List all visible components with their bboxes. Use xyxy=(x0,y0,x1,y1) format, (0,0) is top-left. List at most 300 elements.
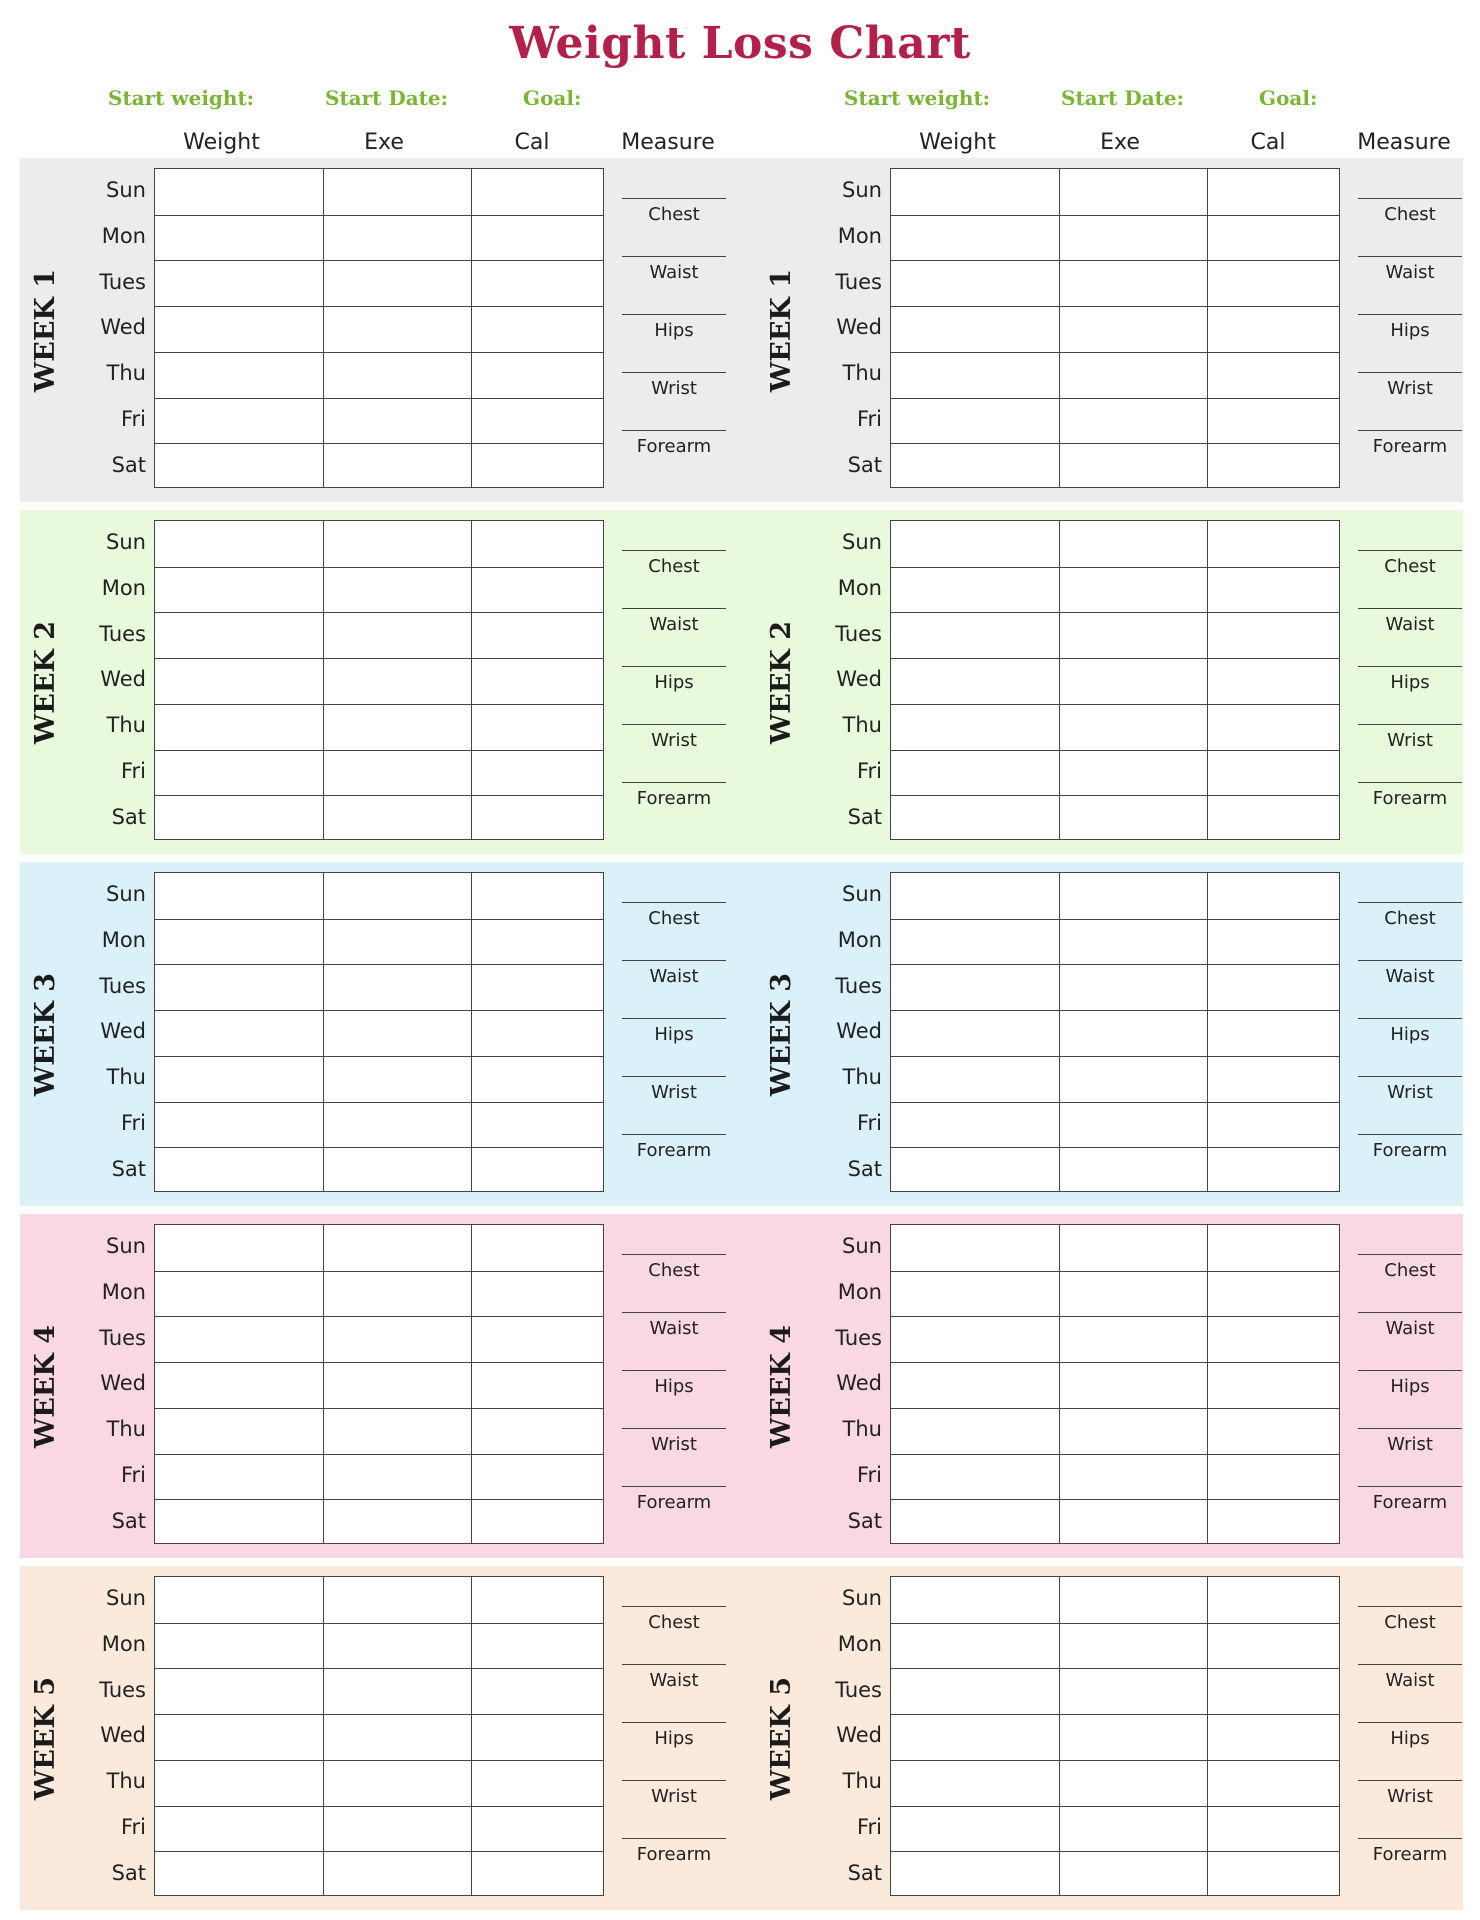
exe-cell[interactable] xyxy=(323,750,471,796)
exe-cell[interactable] xyxy=(1059,612,1207,658)
measurement-field[interactable]: Waist xyxy=(622,256,726,314)
cal-cell[interactable] xyxy=(471,1851,605,1897)
cal-cell[interactable] xyxy=(471,1408,605,1454)
exe-cell[interactable] xyxy=(323,352,471,398)
cal-cell[interactable] xyxy=(1207,1714,1341,1760)
weight-cell[interactable] xyxy=(155,306,323,352)
cal-cell[interactable] xyxy=(1207,1499,1341,1545)
measurement-field[interactable]: Forearm xyxy=(622,782,726,840)
day-label: Tues xyxy=(835,621,882,646)
measurement-field[interactable]: Waist xyxy=(1358,1312,1462,1370)
exe-cell[interactable] xyxy=(1059,1668,1207,1714)
exe-cell[interactable] xyxy=(323,1454,471,1500)
weight-cell[interactable] xyxy=(891,1668,1059,1714)
exe-cell[interactable] xyxy=(1059,1806,1207,1852)
measurement-field[interactable]: Waist xyxy=(622,1312,726,1370)
measurement-field[interactable]: Forearm xyxy=(622,1134,726,1192)
exe-cell[interactable] xyxy=(1059,1225,1207,1271)
exe-cell[interactable] xyxy=(1059,795,1207,841)
cal-cell[interactable] xyxy=(471,1668,605,1714)
day-label: Thu xyxy=(106,1769,146,1794)
weight-cell[interactable] xyxy=(891,443,1059,489)
measurement-field[interactable]: Forearm xyxy=(622,1838,726,1896)
cal-cell[interactable] xyxy=(471,873,605,919)
weight-cell[interactable] xyxy=(891,169,1059,215)
measurement-field[interactable]: Chest xyxy=(622,198,726,256)
weight-cell[interactable] xyxy=(891,1454,1059,1500)
weight-cell[interactable] xyxy=(155,1362,323,1408)
weight-cell[interactable] xyxy=(891,1362,1059,1408)
measurement-field[interactable]: Hips xyxy=(1358,1370,1462,1428)
exe-cell[interactable] xyxy=(323,1499,471,1545)
weight-cell[interactable] xyxy=(155,795,323,841)
cal-cell[interactable] xyxy=(471,750,605,796)
exe-cell[interactable] xyxy=(323,795,471,841)
weight-cell[interactable] xyxy=(891,873,1059,919)
cal-cell[interactable] xyxy=(471,1010,605,1056)
cal-cell[interactable] xyxy=(1207,260,1341,306)
exe-cell[interactable] xyxy=(323,964,471,1010)
exe-cell[interactable] xyxy=(1059,658,1207,704)
measurement-field[interactable]: Chest xyxy=(622,902,726,960)
cal-cell[interactable] xyxy=(471,1577,605,1623)
measurement-field[interactable]: Chest xyxy=(622,550,726,608)
exe-cell[interactable] xyxy=(1059,1714,1207,1760)
cal-cell[interactable] xyxy=(471,398,605,444)
cal-cell[interactable] xyxy=(1207,873,1341,919)
measurement-field[interactable]: Hips xyxy=(622,314,726,372)
cal-cell[interactable] xyxy=(471,1806,605,1852)
week-label xyxy=(24,1214,68,1558)
cal-cell[interactable] xyxy=(1207,1851,1341,1897)
exe-cell[interactable] xyxy=(1059,443,1207,489)
exe-cell[interactable] xyxy=(323,1760,471,1806)
weight-cell[interactable] xyxy=(891,567,1059,613)
cal-cell[interactable] xyxy=(471,658,605,704)
weight-cell[interactable] xyxy=(891,1623,1059,1669)
cal-cell[interactable] xyxy=(1207,521,1341,567)
cal-cell[interactable] xyxy=(1207,1271,1341,1317)
weight-cell[interactable] xyxy=(155,215,323,261)
weight-cell[interactable] xyxy=(891,1010,1059,1056)
cal-cell[interactable] xyxy=(471,1102,605,1148)
exe-cell[interactable] xyxy=(1059,964,1207,1010)
exe-cell[interactable] xyxy=(323,1056,471,1102)
exe-cell[interactable] xyxy=(323,521,471,567)
cal-cell[interactable] xyxy=(471,1056,605,1102)
exe-cell[interactable] xyxy=(323,1010,471,1056)
measurement-field[interactable]: Waist xyxy=(622,608,726,666)
exe-cell[interactable] xyxy=(323,443,471,489)
weight-cell[interactable] xyxy=(891,1147,1059,1193)
exe-cell[interactable] xyxy=(323,1806,471,1852)
weight-cell[interactable] xyxy=(891,750,1059,796)
measurement-field[interactable]: Waist xyxy=(1358,960,1462,1018)
cal-cell[interactable] xyxy=(1207,750,1341,796)
exe-cell[interactable] xyxy=(323,1147,471,1193)
exe-cell[interactable] xyxy=(1059,1010,1207,1056)
column-header-measure-left: Measure xyxy=(621,130,715,155)
measurement-field[interactable]: Wrist xyxy=(1358,1076,1462,1134)
week-label xyxy=(760,1566,804,1910)
measurement-field[interactable]: Wrist xyxy=(1358,1428,1462,1486)
exe-cell[interactable] xyxy=(1059,567,1207,613)
column-header-weight-right: Weight xyxy=(919,130,996,155)
cal-cell[interactable] xyxy=(471,1225,605,1271)
week-panel-left xyxy=(20,158,742,502)
exe-cell[interactable] xyxy=(1059,1147,1207,1193)
exe-cell[interactable] xyxy=(323,1623,471,1669)
weight-cell[interactable] xyxy=(155,398,323,444)
measurement-field[interactable]: Wrist xyxy=(1358,372,1462,430)
measurement-field[interactable]: Wrist xyxy=(622,1076,726,1134)
weight-cell[interactable] xyxy=(155,873,323,919)
measurement-field[interactable]: Hips xyxy=(1358,666,1462,724)
weight-cell[interactable] xyxy=(891,964,1059,1010)
measurement-field[interactable]: Wrist xyxy=(622,724,726,782)
exe-cell[interactable] xyxy=(1059,260,1207,306)
day-label: Sat xyxy=(847,452,882,477)
weight-cell[interactable] xyxy=(891,1225,1059,1271)
cal-cell[interactable] xyxy=(1207,352,1341,398)
measurement-field[interactable]: Wrist xyxy=(622,1428,726,1486)
weight-cell[interactable] xyxy=(155,1010,323,1056)
measurement-field[interactable]: Forearm xyxy=(1358,1486,1462,1544)
measurement-field[interactable]: Hips xyxy=(1358,314,1462,372)
weight-cell[interactable] xyxy=(155,1806,323,1852)
exe-cell[interactable] xyxy=(323,567,471,613)
exe-cell[interactable] xyxy=(323,658,471,704)
exe-cell[interactable] xyxy=(323,1668,471,1714)
cal-cell[interactable] xyxy=(1207,919,1341,965)
cal-cell[interactable] xyxy=(471,1362,605,1408)
exe-cell[interactable] xyxy=(323,1714,471,1760)
column-header-measure-right: Measure xyxy=(1357,130,1451,155)
exe-cell[interactable] xyxy=(1059,352,1207,398)
cal-cell[interactable] xyxy=(471,964,605,1010)
cal-cell[interactable] xyxy=(1207,1147,1341,1193)
day-labels xyxy=(68,1576,150,1897)
exe-cell[interactable] xyxy=(1059,1577,1207,1623)
cal-cell[interactable] xyxy=(1207,1362,1341,1408)
weight-cell[interactable] xyxy=(155,1668,323,1714)
cal-cell[interactable] xyxy=(471,443,605,489)
exe-cell[interactable] xyxy=(1059,398,1207,444)
cal-cell[interactable] xyxy=(1207,1316,1341,1362)
weight-cell[interactable] xyxy=(155,1147,323,1193)
weight-cell[interactable] xyxy=(891,795,1059,841)
cal-cell[interactable] xyxy=(1207,1225,1341,1271)
measurement-field[interactable]: Waist xyxy=(622,960,726,1018)
weight-cell[interactable] xyxy=(155,658,323,704)
cal-cell[interactable] xyxy=(1207,398,1341,444)
measurement-field[interactable]: Waist xyxy=(1358,608,1462,666)
cal-cell[interactable] xyxy=(1207,612,1341,658)
weight-cell[interactable] xyxy=(155,750,323,796)
weight-cell[interactable] xyxy=(891,658,1059,704)
weight-cell[interactable] xyxy=(891,306,1059,352)
week-panel-left xyxy=(20,1214,742,1558)
measurement-field[interactable]: Chest xyxy=(622,1254,726,1312)
measurement-field[interactable]: Hips xyxy=(622,666,726,724)
cal-cell[interactable] xyxy=(471,1714,605,1760)
log-table xyxy=(890,1224,1340,1544)
cal-cell[interactable] xyxy=(1207,1760,1341,1806)
cal-cell[interactable] xyxy=(471,612,605,658)
measurement-field[interactable]: Hips xyxy=(622,1018,726,1076)
exe-cell[interactable] xyxy=(323,398,471,444)
cal-cell[interactable] xyxy=(471,1316,605,1362)
cal-cell[interactable] xyxy=(1207,1102,1341,1148)
exe-cell[interactable] xyxy=(323,612,471,658)
measurement-field[interactable]: Wrist xyxy=(622,372,726,430)
day-label: Thu xyxy=(842,361,882,386)
cal-cell[interactable] xyxy=(1207,1577,1341,1623)
measurement-field[interactable]: Waist xyxy=(622,1664,726,1722)
measurement-field[interactable]: Wrist xyxy=(1358,724,1462,782)
exe-cell[interactable] xyxy=(1059,1454,1207,1500)
cal-cell[interactable] xyxy=(1207,306,1341,352)
exe-cell[interactable] xyxy=(1059,215,1207,261)
cal-cell[interactable] xyxy=(1207,1623,1341,1669)
exe-cell[interactable] xyxy=(1059,1102,1207,1148)
exe-cell[interactable] xyxy=(1059,306,1207,352)
week-label-text: WEEK 5 xyxy=(30,1676,62,1800)
weight-cell[interactable] xyxy=(891,1056,1059,1102)
cal-cell[interactable] xyxy=(471,260,605,306)
day-label: Mon xyxy=(837,223,882,248)
weight-cell[interactable] xyxy=(155,521,323,567)
weight-cell[interactable] xyxy=(891,1760,1059,1806)
cal-cell[interactable] xyxy=(1207,704,1341,750)
weight-cell[interactable] xyxy=(891,1499,1059,1545)
cal-cell[interactable] xyxy=(1207,658,1341,704)
week-panel-right xyxy=(756,510,1478,854)
exe-cell[interactable] xyxy=(1059,1851,1207,1897)
start-weight-label-left: Start weight: xyxy=(108,86,255,110)
measurement-field[interactable]: Chest xyxy=(622,1606,726,1664)
cal-cell[interactable] xyxy=(1207,1806,1341,1852)
exe-cell[interactable] xyxy=(1059,521,1207,567)
day-label: Mon xyxy=(837,1631,882,1656)
cal-cell[interactable] xyxy=(471,169,605,215)
exe-cell[interactable] xyxy=(323,1271,471,1317)
weight-cell[interactable] xyxy=(891,1102,1059,1148)
weight-cell[interactable] xyxy=(155,1102,323,1148)
day-label: Tues xyxy=(835,1325,882,1350)
measurement-field[interactable]: Forearm xyxy=(1358,782,1462,840)
cal-cell[interactable] xyxy=(471,704,605,750)
weight-cell[interactable] xyxy=(155,1623,323,1669)
measurement-field[interactable]: Wrist xyxy=(1358,1780,1462,1838)
measurement-field[interactable]: Chest xyxy=(1358,1606,1462,1664)
weight-cell[interactable] xyxy=(891,521,1059,567)
weight-cell[interactable] xyxy=(155,1851,323,1897)
exe-cell[interactable] xyxy=(1059,750,1207,796)
weight-cell[interactable] xyxy=(155,443,323,489)
weight-cell[interactable] xyxy=(155,1316,323,1362)
exe-cell[interactable] xyxy=(323,306,471,352)
weight-cell[interactable] xyxy=(891,1408,1059,1454)
weight-cell[interactable] xyxy=(155,1760,323,1806)
measurement-field[interactable]: Chest xyxy=(1358,902,1462,960)
weight-cell[interactable] xyxy=(891,919,1059,965)
measurement-field[interactable]: Wrist xyxy=(622,1780,726,1838)
cal-cell[interactable] xyxy=(1207,1010,1341,1056)
weight-cell[interactable] xyxy=(891,352,1059,398)
page-title: Weight Loss Chart xyxy=(509,18,971,69)
cal-cell[interactable] xyxy=(471,795,605,841)
exe-cell[interactable] xyxy=(323,1408,471,1454)
exe-cell[interactable] xyxy=(323,919,471,965)
exe-cell[interactable] xyxy=(323,1102,471,1148)
exe-cell[interactable] xyxy=(323,1577,471,1623)
exe-cell[interactable] xyxy=(323,215,471,261)
exe-cell[interactable] xyxy=(1059,873,1207,919)
day-label: Sat xyxy=(847,804,882,829)
cal-cell[interactable] xyxy=(471,919,605,965)
weight-cell[interactable] xyxy=(891,398,1059,444)
exe-cell[interactable] xyxy=(1059,1271,1207,1317)
day-labels xyxy=(68,520,150,841)
weight-cell[interactable] xyxy=(891,1714,1059,1760)
day-label: Sat xyxy=(111,1156,146,1181)
measurement-field[interactable]: Waist xyxy=(1358,1664,1462,1722)
weight-cell[interactable] xyxy=(155,169,323,215)
cal-cell[interactable] xyxy=(471,1147,605,1193)
measurement-field[interactable]: Chest xyxy=(1358,198,1462,256)
cal-cell[interactable] xyxy=(1207,1668,1341,1714)
weight-cell[interactable] xyxy=(155,1408,323,1454)
measurement-field[interactable]: Hips xyxy=(622,1370,726,1428)
weight-cell[interactable] xyxy=(155,964,323,1010)
cal-cell[interactable] xyxy=(1207,215,1341,261)
weight-cell[interactable] xyxy=(891,260,1059,306)
cal-cell[interactable] xyxy=(471,1499,605,1545)
exe-cell[interactable] xyxy=(1059,919,1207,965)
weight-cell[interactable] xyxy=(891,215,1059,261)
exe-cell[interactable] xyxy=(1059,1623,1207,1669)
weight-cell[interactable] xyxy=(155,1454,323,1500)
week-label-text: WEEK 3 xyxy=(766,972,798,1096)
weight-cell[interactable] xyxy=(891,1577,1059,1623)
exe-cell[interactable] xyxy=(1059,169,1207,215)
weight-cell[interactable] xyxy=(155,1499,323,1545)
exe-cell[interactable] xyxy=(1059,1499,1207,1545)
exe-cell[interactable] xyxy=(1059,704,1207,750)
measurement-field[interactable]: Forearm xyxy=(622,1486,726,1544)
exe-cell[interactable] xyxy=(1059,1316,1207,1362)
cal-cell[interactable] xyxy=(1207,964,1341,1010)
cal-cell[interactable] xyxy=(1207,567,1341,613)
weight-cell[interactable] xyxy=(891,1271,1059,1317)
measurement-field[interactable]: Waist xyxy=(1358,256,1462,314)
column-header-weight-left: Weight xyxy=(183,130,260,155)
day-label: Wed xyxy=(836,1371,882,1396)
exe-cell[interactable] xyxy=(1059,1408,1207,1454)
weight-cell[interactable] xyxy=(891,704,1059,750)
cal-cell[interactable] xyxy=(471,1760,605,1806)
measurement-field[interactable]: Hips xyxy=(1358,1722,1462,1780)
weight-cell[interactable] xyxy=(155,352,323,398)
exe-cell[interactable] xyxy=(323,704,471,750)
exe-cell[interactable] xyxy=(1059,1056,1207,1102)
exe-cell[interactable] xyxy=(323,1316,471,1362)
cal-cell[interactable] xyxy=(471,352,605,398)
measurement-field[interactable]: Forearm xyxy=(1358,430,1462,488)
exe-cell[interactable] xyxy=(1059,1362,1207,1408)
week-label-text: WEEK 3 xyxy=(30,972,62,1096)
cal-cell[interactable] xyxy=(1207,443,1341,489)
weight-cell[interactable] xyxy=(155,1225,323,1271)
weight-cell[interactable] xyxy=(891,1806,1059,1852)
weight-cell[interactable] xyxy=(891,612,1059,658)
exe-cell[interactable] xyxy=(323,260,471,306)
exe-cell[interactable] xyxy=(323,873,471,919)
exe-cell[interactable] xyxy=(323,169,471,215)
measurement-field[interactable]: Hips xyxy=(622,1722,726,1780)
exe-cell[interactable] xyxy=(323,1225,471,1271)
day-label: Sat xyxy=(111,452,146,477)
day-label: Wed xyxy=(836,315,882,340)
cal-cell[interactable] xyxy=(471,215,605,261)
day-label: Thu xyxy=(106,1417,146,1442)
cal-cell[interactable] xyxy=(1207,1454,1341,1500)
measurement-field[interactable]: Forearm xyxy=(622,430,726,488)
cal-cell[interactable] xyxy=(471,306,605,352)
weight-cell[interactable] xyxy=(155,1714,323,1760)
cal-cell[interactable] xyxy=(1207,1408,1341,1454)
week-label xyxy=(760,158,804,502)
cal-cell[interactable] xyxy=(471,1623,605,1669)
measurement-field[interactable]: Forearm xyxy=(1358,1134,1462,1192)
exe-cell[interactable] xyxy=(323,1851,471,1897)
day-label: Wed xyxy=(100,1019,146,1044)
cal-cell[interactable] xyxy=(1207,1056,1341,1102)
weight-cell[interactable] xyxy=(155,1271,323,1317)
day-label: Sun xyxy=(106,882,146,906)
weight-cell[interactable] xyxy=(155,704,323,750)
measurement-field[interactable]: Forearm xyxy=(1358,1838,1462,1896)
cal-cell[interactable] xyxy=(471,521,605,567)
cal-cell[interactable] xyxy=(1207,795,1341,841)
weight-cell[interactable] xyxy=(891,1316,1059,1362)
day-label: Wed xyxy=(100,1371,146,1396)
day-label: Thu xyxy=(106,713,146,738)
day-label: Thu xyxy=(842,1417,882,1442)
cal-cell[interactable] xyxy=(471,1271,605,1317)
weight-cell[interactable] xyxy=(155,919,323,965)
week-label xyxy=(24,1566,68,1910)
weight-cell[interactable] xyxy=(155,612,323,658)
measurement-field[interactable]: Chest xyxy=(1358,1254,1462,1312)
cal-cell[interactable] xyxy=(1207,169,1341,215)
measurement-field[interactable]: Hips xyxy=(1358,1018,1462,1076)
weight-cell[interactable] xyxy=(155,567,323,613)
weight-cell[interactable] xyxy=(155,260,323,306)
exe-cell[interactable] xyxy=(1059,1760,1207,1806)
weight-cell[interactable] xyxy=(155,1056,323,1102)
measurement-field[interactable]: Chest xyxy=(1358,550,1462,608)
exe-cell[interactable] xyxy=(323,1362,471,1408)
cal-cell[interactable] xyxy=(471,1454,605,1500)
day-label: Fri xyxy=(120,758,146,783)
weight-cell[interactable] xyxy=(891,1851,1059,1897)
cal-cell[interactable] xyxy=(471,567,605,613)
day-label: Thu xyxy=(842,1769,882,1794)
day-label: Sat xyxy=(847,1508,882,1533)
weight-cell[interactable] xyxy=(155,1577,323,1623)
